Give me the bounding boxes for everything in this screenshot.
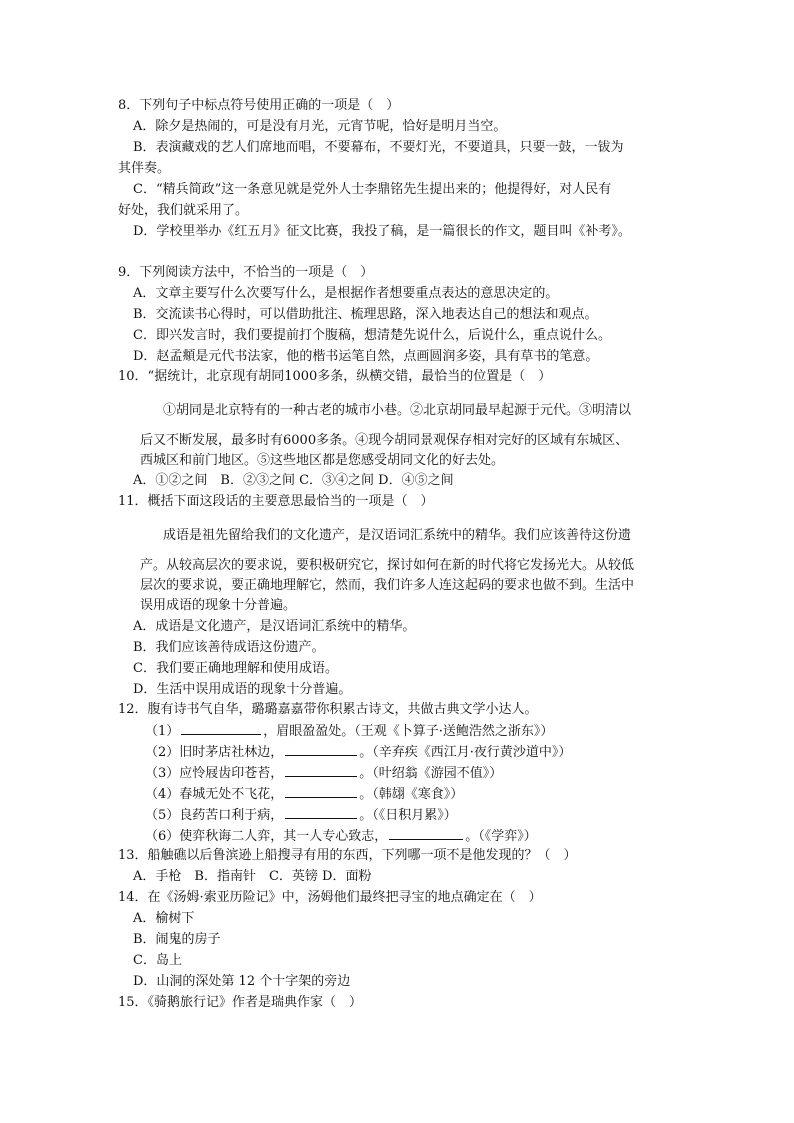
poem-item-2	[145, 743, 571, 762]
question-11-passage-line-2: 产。从较高层次的要求说，要积极研究它，探讨如何在新的时代将它发扬光大。从较低	[140, 558, 635, 573]
question-14-option-d: D．山洞的深处第 12 个十字架的旁边	[133, 974, 351, 989]
question-9-option-a: A．文章主要写什么次要写什么，是根据作者想要重点表达的意思决定的。	[133, 286, 559, 301]
question-11-option-b: B．我们应该善待成语这份遗产。	[133, 640, 325, 655]
question-10-passage-line-3: 西城区和前门地区。⑤这些地区都是您感受胡同文化的好去处。	[140, 453, 505, 468]
answer-blank-2[interactable]	[285, 743, 357, 756]
answer-blank-1[interactable]	[181, 722, 261, 735]
question-11-passage-line-1: 成语是祖先留给我们的文化遗产，是汉语词汇系统中的精华。我们应该善待这份遗	[163, 528, 632, 543]
question-11-option-a: A．成语是文化遗产，是汉语词汇系统中的精华。	[133, 619, 416, 634]
poem-item-3	[145, 764, 502, 783]
answer-blank-5[interactable]	[285, 806, 357, 819]
question-8-option-b: B．表演藏戏的艺人们席地而唱，不要幕布，不要灯光，不要道具，只要一鼓，一钹为	[133, 140, 624, 155]
question-10-passage-line-2: 后又不断发展，最多时有6000多条。④现今胡同景观保存相对完好的区域有东城区、	[140, 433, 629, 448]
question-8-option-c: C．“精兵简政”这一条意见就是党外人士李鼎铭先生提出来的；他提得好，对人民有	[133, 182, 612, 197]
question-13-options: A．手枪 B．指南针 C．英镑 D．面粉	[133, 869, 372, 884]
poem-item-2-suffix: 。（辛弃疾《西江月·夜行黄沙道中》）	[359, 745, 572, 760]
answer-blank-3[interactable]	[285, 764, 357, 777]
question-13-stem: 13．船触礁以后鲁滨逊上船搜寻有用的东西，下列哪一项不是他发现的？（ ）	[118, 848, 577, 863]
question-10-options: A．①②之间 B．②③之间 C．③④之间 D．④⑤之间	[133, 473, 454, 488]
question-11-passage-line-3: 层次的要求说，要正确地理解它，然而，我们许多人连这起码的要求也做不到。生活中	[140, 578, 635, 593]
poem-item-2-prefix: （2）旧时茅店社林边，	[145, 745, 284, 760]
poem-item-4	[145, 785, 463, 804]
question-11-option-d: D．生活中误用成语的现象十分普遍。	[133, 682, 352, 697]
poem-item-4-prefix: （4）春城无处不飞花，	[145, 787, 284, 802]
poem-item-1-prefix: （1）	[145, 724, 180, 739]
poem-item-3-prefix: （3）应怜屐齿印苍苔，	[145, 766, 284, 781]
question-11-passage-line-4: 误用成语的现象十分普遍。	[140, 598, 297, 613]
question-15-stem: 15．《骑鹅旅行记》作者是瑞典作家（ ）	[118, 995, 363, 1010]
question-14-option-b: B．闹鬼的房子	[133, 932, 221, 947]
poem-item-6-suffix: 。（《学弈》）	[465, 829, 537, 844]
question-11-stem: 11．概括下面这段话的主要意思最恰当的一项是（ ）	[118, 494, 434, 509]
question-8-option-c-cont: 好处，我们就采用了。	[118, 203, 249, 218]
question-8-option-d: D．学校里举办《红五月》征文比赛，我投了稿，是一篇很长的作文，题目叫《补考》。	[133, 224, 631, 239]
question-9-option-c: C．即兴发言时，我们要提前打个腹稿，想清楚先说什么，后说什么，重点说什么。	[133, 328, 611, 343]
poem-item-5-suffix: 。（《日积月累》）	[359, 808, 457, 823]
question-14-option-c: C．岛上	[133, 953, 182, 968]
poem-item-5	[145, 806, 457, 825]
poem-item-6	[145, 827, 537, 846]
question-9-stem: 9．下列阅读方法中，不恰当的一项是（ ）	[118, 265, 374, 280]
poem-item-3-suffix: 。（叶绍翁《游园不值》）	[359, 766, 503, 781]
poem-item-6-prefix: （6）使弈秋诲二人弈，其一人专心致志，	[145, 829, 388, 844]
question-10-stem: 10．“据统计，北京现有胡同1000多条，纵横交错，最恰当的位置是（ ）	[118, 369, 552, 384]
question-8-option-b-cont: 其伴奏。	[118, 161, 171, 176]
poem-item-1-suffix: ，眉眼盈盈处。（王观《卜算子·送鲍浩然之浙东》）	[263, 724, 554, 739]
question-14-option-a: A．榆树下	[133, 911, 195, 926]
answer-blank-4[interactable]	[285, 785, 357, 798]
answer-blank-6[interactable]	[389, 827, 463, 840]
poem-item-5-prefix: （5）良药苦口利于病，	[145, 808, 284, 823]
question-8-stem: 8．下列句子中标点符号使用正确的一项是（ ）	[118, 98, 400, 113]
question-14-stem: 14．在《汤姆·索亚历险记》中，汤姆他们最终把寻宝的地点确定在（ ）	[118, 890, 542, 905]
question-9-option-b: B．交流读书心得时，可以借助批注、梳理思路，深入地表达自己的想法和观点。	[133, 307, 598, 322]
poem-item-4-suffix: 。（韩翃《寒食》）	[359, 787, 464, 802]
question-8-option-a: A．除夕是热闹的，可是没有月光，元宵节呢，恰好是明月当空。	[133, 119, 507, 134]
question-11-option-c: C．我们要正确地理解和使用成语。	[133, 661, 338, 676]
poem-item-1	[145, 722, 553, 741]
question-10-passage-line-1: ①胡同是北京特有的一种古老的城市小巷。②北京胡同最早起源于元代。③明清以	[163, 403, 632, 418]
question-9-option-d: D．赵孟頫是元代书法家，他的楷书运笔自然，点画圆润多姿，具有草书的笔意。	[133, 349, 599, 364]
question-12-stem: 12．腹有诗书气自华，璐璐嘉嘉带你积累古诗文，共做古典文学小达人。	[118, 702, 538, 717]
